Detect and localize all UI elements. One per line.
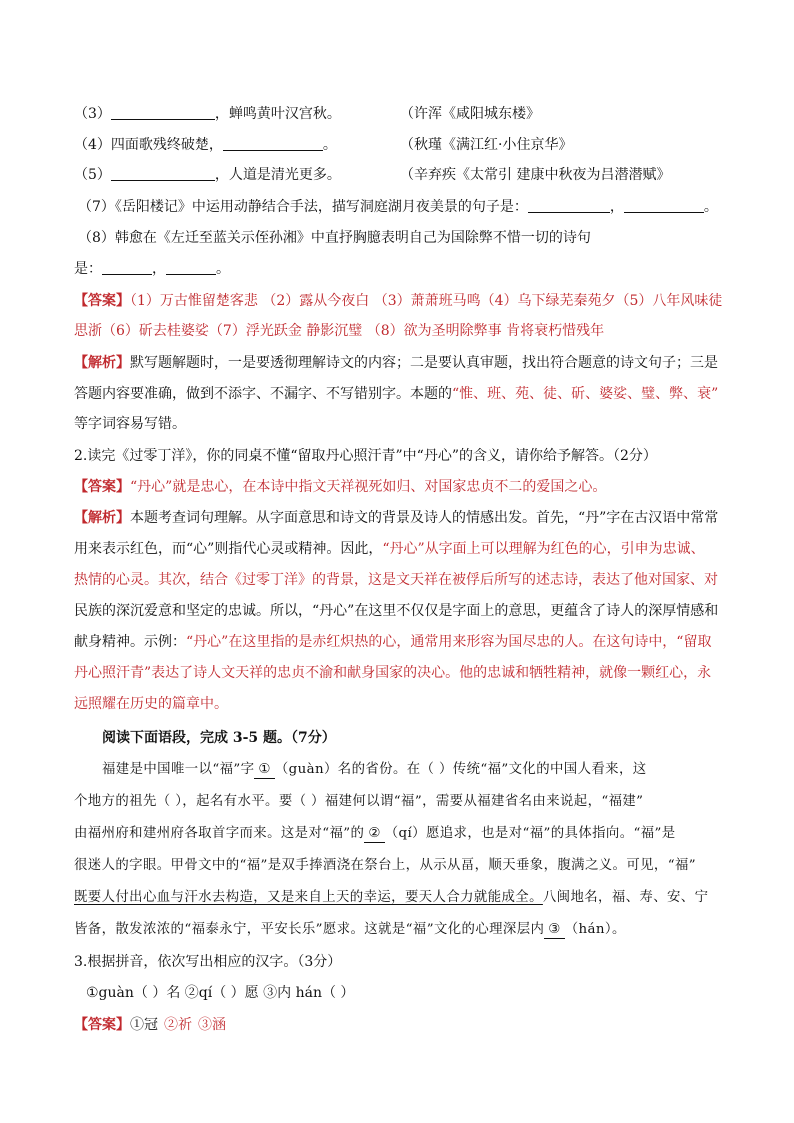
item-5: （5） ，人道是清光更多。	[74, 167, 341, 183]
q1-analysis-line3: 等字词容易写错。	[74, 416, 186, 432]
q3-options: ①guàn（ ）名 ②qí（ ）愿 ③内 hán（ ）	[86, 985, 355, 1001]
q1-answer-cont: 思浙（6）斫去桂婆娑（7）浮光跃金 静影沉璧 （8）欲为圣明除弊事 肯将衰朽惜残年	[74, 323, 605, 339]
q3-question: 3.根据拼音，依次写出相应的汉字。（3分）	[74, 954, 342, 970]
passage-line-6: 皆备，散发浓浓的“福泰永宁，平安长乐”愿求。这就是“福”文化的心理深层内 ③ （hán）。	[74, 922, 626, 937]
item-7: （7）《岳阳楼记》中运用动静结合手法，描写洞庭湖月夜美景的句子是： ， 。	[78, 199, 718, 215]
passage-line-5: 既要人付出心血与汗水去构造，又是来自上天的幸运，要天人合力就能成全。八闽地名，福、寿、安、宁	[74, 890, 709, 905]
answer-tag: 【答案】	[74, 293, 130, 309]
passage-line-1: 福建是中国唯一以“福”字 ① （guàn）名的省份。在（ ）传统“福”文化的中国人看来，这	[102, 762, 647, 777]
q2-analysis-line5: 献身精神。示例：“丹心”在这里指的是赤红炽热的心，通常用来形容为国尽忠的人。在这句诗中，“留取	[74, 634, 712, 650]
passage-line-2: 个地方的祖先（ ），起名有水平。要（ ）福建何以谓“福”，需要从福建省名由来说起，“福建”	[74, 794, 644, 809]
underlined-sentence: 既要人付出心血与汗水去构造，又是来自上天的幸运，要天人合力就能成全。	[74, 890, 543, 905]
reading-heading: 阅读下面语段，完成 3-5 题。（7分）	[102, 730, 336, 746]
item-4: （4）四面歌残终破楚， 。	[74, 137, 337, 153]
q2-analysis-line7: 远照耀在历史的篇章中。	[74, 696, 228, 712]
item-3-source: （许浑《咸阳城东楼》	[400, 106, 540, 122]
answer-blank[interactable]	[166, 260, 216, 275]
answer-blank[interactable]	[111, 166, 215, 181]
item-8-blanks: 是： ， 。	[74, 261, 230, 277]
answer-blank[interactable]	[223, 136, 323, 151]
q2-analysis-line2: 用来表示红色，而“心”则指代心灵或精神。因此，“丹心”从字面上可以理解为红色的心，引申为忠诚、	[74, 541, 705, 557]
q2-analysis-line4: 民族的深沉爱意和坚定的忠诚。所以，“丹心”在这里不仅仅是字面上的意思，更蕴含了诗人的深厚情感和	[74, 603, 719, 619]
answer-tag: 【答案】	[74, 479, 130, 495]
analysis-tag: 【解析】	[74, 355, 130, 371]
analysis-tag: 【解析】	[74, 510, 130, 526]
q1-analysis: 【解析】默写题解题时，一是要透彻理解诗文的内容；二是要认真审题，找出符合题意的诗文句子；三是	[74, 355, 718, 371]
q1-analysis-line2: 答题内容要准确，做到不添字、不漏字、不写错别字。本题的“惟、班、苑、徒、斫、婆娑、璧、弊、衰”	[74, 386, 719, 402]
blank-marker-3: ③	[544, 922, 564, 939]
q2-question: 2.读完《过零丁洋》，你的同桌不懂“留取丹心照汗青”中“丹心”的含义，请你给予解答。（2分）	[74, 448, 657, 464]
answer-blank[interactable]	[624, 198, 704, 213]
answer-blank[interactable]	[111, 105, 215, 120]
q2-analysis: 【解析】本题考查词句理解。从字面意思和诗文的背景及诗人的情感出发。首先，“丹”字在古汉语中常常	[74, 510, 719, 526]
answer-blank[interactable]	[102, 260, 152, 275]
passage-line-3: 由福州府和建州府各取首字而来。这是对“福”的 ② （qí）愿追求，也是对“福”的具体指向。“福”是	[74, 826, 676, 841]
blank-marker-1: ①	[254, 762, 274, 779]
item-8: （8）韩愈在《左迁至蓝关示侄孙湘》中直抒胸臆表明自己为国除弊不惜一切的诗句	[78, 230, 591, 246]
q2-analysis-line3: 热情的心灵。其次，结合《过零丁洋》的背景，这是文天祥在被俘后所写的述志诗，表达了他对国家、对	[74, 572, 718, 588]
q1-answer: 【答案】（1）万古惟留楚客悲 （2）露从今夜白 （3）萧萧班马鸣（4）乌下绿芜秦苑夕（5）八年风味徒	[74, 293, 723, 309]
passage-line-4: 很迷人的字眼。甲骨文中的“福”是双手捧酒浇在祭台上，从示从畐，顺天垂象，腹满之义。可见，“福”	[74, 858, 696, 873]
item-5-source: （辛弃疾《太常引 建康中秋夜为吕潜潜赋》	[400, 167, 671, 183]
item-4-source: （秋瑾《满江红·小住京华》	[400, 137, 573, 153]
answer-blank[interactable]	[528, 198, 610, 213]
answer-tag: 【答案】	[74, 1017, 130, 1033]
q2-analysis-line6: 丹心照汗青”表达了诗人文天祥的忠贞不渝和献身国家的决心。他的忠诚和牺牲精神，就像一颗红心，永	[74, 665, 712, 681]
blank-marker-2: ②	[364, 826, 384, 843]
q3-answer: 【答案】①冠 ②祈 ③涵	[74, 1017, 226, 1033]
item-3: （3） ，蝉鸣黄叶汉宫秋。	[74, 106, 341, 122]
q2-answer: 【答案】“丹心”就是忠心，在本诗中指文天祥视死如归、对国家忠贞不二的爱国之心。	[74, 479, 607, 495]
